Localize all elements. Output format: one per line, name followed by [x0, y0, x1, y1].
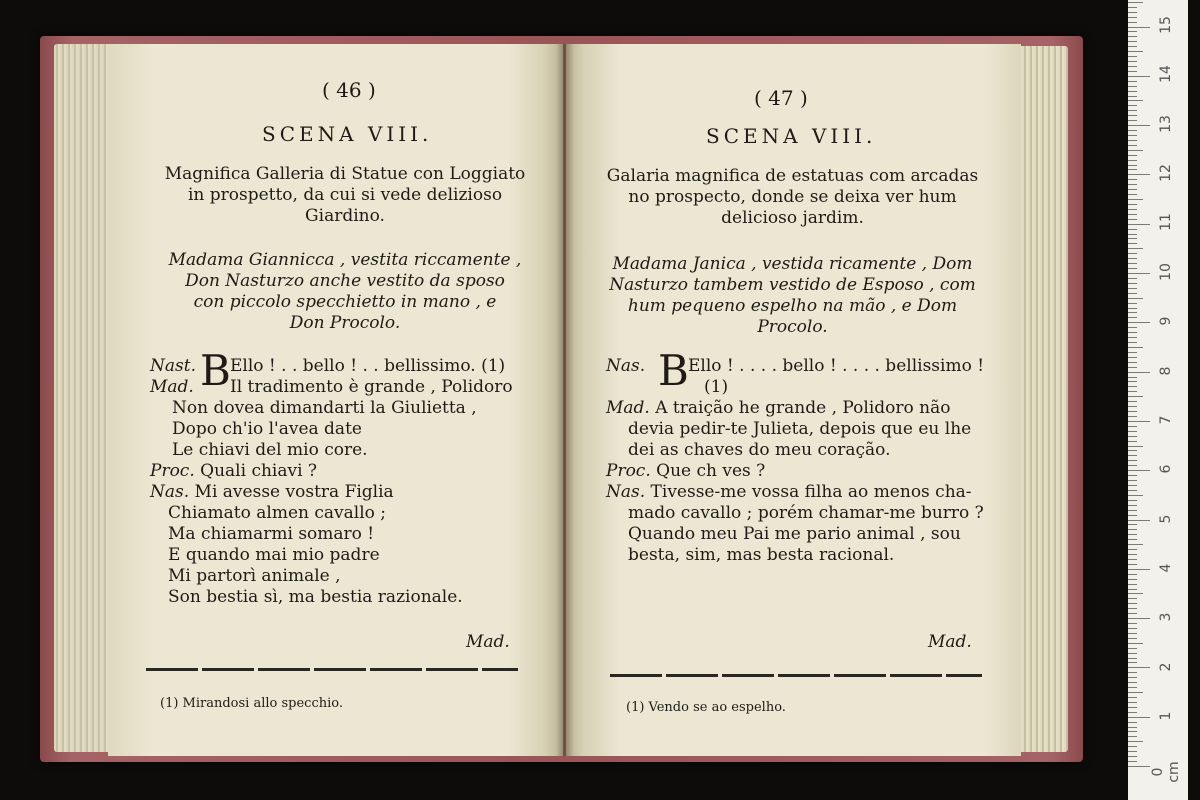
left-stage-line: Don Nasturzo anche vestito da sposo: [185, 271, 505, 291]
ruler-tick: [1128, 372, 1150, 373]
ruler-tick: [1128, 692, 1143, 693]
ruler-label: 12: [1158, 164, 1174, 182]
ruler-tick: [1128, 475, 1137, 476]
ruler-tick: [1128, 229, 1137, 230]
right-dialogue: [606, 346, 986, 566]
ruler-tick: [1128, 436, 1137, 437]
ruler-tick: [1128, 288, 1137, 289]
ruler-tick: [1128, 584, 1137, 585]
ruler-tick: [1128, 209, 1137, 210]
dialogue-line: [606, 461, 986, 482]
ruler-tick: [1128, 224, 1150, 225]
ruler-tick: [1128, 717, 1150, 718]
ruler-tick: [1128, 658, 1137, 659]
right-footnote: (1) Vendo se ao espelho.: [626, 700, 786, 715]
ruler-tick: [1128, 603, 1137, 604]
ruler-tick: [1128, 234, 1137, 235]
ruler-label: 6: [1158, 464, 1174, 474]
right-stage-direction: [600, 254, 985, 338]
ruler-tick: [1128, 386, 1137, 387]
ruler-tick: [1128, 327, 1137, 328]
left-catchword: Mad.: [466, 632, 510, 652]
ruler-tick: [1128, 549, 1137, 550]
dialogue-text: Il tradimento è grande , Polidoro: [230, 377, 513, 397]
ruler-tick: [1128, 687, 1137, 688]
ruler-tick: [1128, 559, 1137, 560]
left-setting: [150, 164, 540, 227]
ruler-tick: [1128, 515, 1137, 516]
speaker-label: Mad.: [150, 377, 194, 397]
ruler-tick: [1128, 741, 1143, 742]
ruler-tick: [1128, 130, 1137, 131]
dialogue-line: devia pedir-te Julieta, depois que eu lhe: [628, 419, 972, 439]
ruler-tick: [1128, 633, 1137, 634]
ruler-tick: [1128, 293, 1137, 294]
ruler-tick: [1128, 160, 1137, 161]
ruler-tick: [1128, 258, 1137, 259]
ruler-tick: [1128, 273, 1150, 274]
ruler-tick: [1128, 199, 1143, 200]
dialogue-line: Son bestia sì, ma bestia razionale.: [168, 587, 463, 607]
right-stage-line: Madama Janica , vestida ricamente , Dom: [612, 254, 973, 274]
dialogue-line: [150, 482, 540, 503]
ruler-tick: [1128, 589, 1137, 590]
ruler-label: 15: [1158, 16, 1174, 34]
ruler-label: 1: [1158, 711, 1174, 721]
ruler-tick: [1128, 184, 1137, 185]
speaker-label: Nas.: [606, 482, 646, 502]
ruler-tick: [1128, 61, 1137, 62]
ruler-tick: [1128, 312, 1137, 313]
ruler-tick: [1128, 253, 1137, 254]
ruler-tick: [1128, 347, 1143, 348]
ruler-tick: [1128, 441, 1137, 442]
dialogue-line: (1): [704, 377, 729, 397]
right-page-number: ( 47 ): [754, 86, 808, 110]
ruler-tick: [1128, 539, 1137, 540]
ruler-tick: [1128, 322, 1150, 323]
ruler-tick: [1128, 756, 1137, 757]
ruler-tick: [1128, 66, 1137, 67]
ruler-tick: [1128, 2, 1143, 3]
ruler-tick: [1128, 362, 1137, 363]
ruler-tick: [1128, 381, 1137, 382]
ruler-tick: [1128, 100, 1143, 101]
ruler-label: 0 cm: [1150, 761, 1182, 783]
left-scene-heading: SCENA VIII.: [262, 122, 433, 146]
dialogue-line: mado cavallo ; porém chamar-me burro ?: [628, 503, 984, 523]
ruler-tick: [1128, 298, 1143, 299]
ruler-tick: [1128, 465, 1137, 466]
ruler-label: 8: [1158, 366, 1174, 376]
ruler-tick: [1128, 248, 1143, 249]
dialogue-text: Mi avesse vostra Figlia: [194, 482, 394, 502]
ruler-tick: [1128, 391, 1137, 392]
right-scene-heading: SCENA VIII.: [706, 124, 877, 148]
ruler-tick: [1128, 608, 1137, 609]
ruler-tick: [1128, 179, 1137, 180]
right-stage-line: Nasturzo tambem vestido de Esposo , com: [609, 275, 976, 295]
speaker-label: Nas.: [606, 356, 646, 376]
ruler-tick: [1128, 377, 1137, 378]
ruler-tick: [1128, 81, 1137, 82]
ruler-tick: [1128, 41, 1137, 42]
right-stage-line: hum pequeno espelho na mão , e Dom: [627, 296, 958, 316]
left-stage-line: Don Procolo.: [289, 313, 401, 333]
ruler-tick: [1128, 31, 1137, 32]
dialogue-line: Mi partorì animale ,: [168, 566, 341, 586]
ruler-tick: [1128, 150, 1143, 151]
ruler-label: 3: [1158, 612, 1174, 622]
right-setting: [600, 166, 985, 229]
ruler-tick: [1128, 115, 1137, 116]
ruler-tick: [1128, 554, 1137, 555]
ruler-tick: [1128, 643, 1143, 644]
left-footnote: (1) Mirandosi allo specchio.: [160, 696, 343, 711]
dialogue-text: Quali chiavi ?: [200, 461, 318, 481]
dialogue-line: dei as chaves do meu coração.: [628, 440, 891, 460]
ruler-tick: [1128, 500, 1137, 501]
ruler-tick: [1128, 17, 1137, 18]
ruler-label: 4: [1158, 563, 1174, 573]
ruler-tick: [1128, 431, 1137, 432]
ruler-tick: [1128, 337, 1137, 338]
ruler-tick: [1128, 520, 1150, 521]
ruler-tick: [1128, 722, 1137, 723]
ruler-tick: [1128, 702, 1137, 703]
ruler-tick: [1128, 357, 1137, 358]
ruler-tick: [1128, 524, 1137, 525]
ruler-tick: [1128, 746, 1137, 747]
left-setting-line: Magnifica Galleria di Statue con Loggiato: [164, 164, 526, 184]
ruler-tick: [1128, 736, 1137, 737]
right-footnote-rule: [610, 674, 982, 677]
ruler-label: 14: [1158, 65, 1174, 83]
ruler-tick: [1128, 332, 1137, 333]
ruler-label: 2: [1158, 662, 1174, 672]
ruler-tick: [1128, 214, 1137, 215]
dialogue-line: Quando meu Pai me pario animal , sou: [628, 524, 961, 544]
dialogue-text: A traição he grande , Polidoro não: [655, 398, 951, 418]
ruler-tick: [1128, 401, 1137, 402]
ruler-tick: [1128, 593, 1143, 594]
dialogue-line: besta, sim, mas besta racional.: [628, 545, 895, 565]
ruler-tick: [1128, 574, 1137, 575]
ruler-tick: [1128, 579, 1137, 580]
ruler-tick: [1128, 194, 1137, 195]
ruler-tick: [1128, 303, 1137, 304]
ruler-label: 13: [1158, 115, 1174, 133]
dialogue-line: [150, 377, 540, 398]
speaker-label: Proc.: [606, 461, 651, 481]
ruler-tick: [1128, 628, 1137, 629]
drop-cap: B: [658, 346, 689, 395]
ruler-label: 9: [1158, 316, 1174, 326]
ruler-tick: [1128, 460, 1137, 461]
ruler-tick: [1128, 76, 1150, 77]
ruler-tick: [1128, 534, 1137, 535]
right-setting-line: no prospecto, donde se deixa ver hum: [628, 187, 957, 207]
ruler-tick: [1128, 22, 1137, 23]
dialogue-line: Chiamato almen cavallo ;: [168, 503, 386, 523]
ruler-tick: [1128, 672, 1137, 673]
ruler-tick: [1128, 46, 1137, 47]
dialogue-line: [606, 482, 986, 503]
ruler-tick: [1128, 71, 1137, 72]
ruler-tick: [1128, 238, 1137, 239]
dialogue-line: Dopo ch'io l'avea date: [172, 419, 362, 439]
left-setting-line: Giardino.: [305, 206, 385, 226]
ruler-tick: [1128, 145, 1137, 146]
dialogue-line: E quando mai mio padre: [168, 545, 380, 565]
ruler-tick: [1128, 308, 1137, 309]
ruler-tick: [1128, 648, 1137, 649]
ruler-tick: [1128, 490, 1137, 491]
ruler-tick: [1128, 268, 1137, 269]
ruler-tick: [1128, 677, 1137, 678]
ruler-tick: [1128, 682, 1137, 683]
ruler-tick: [1128, 544, 1143, 545]
left-stage-line: con piccolo specchietto in mano , e: [193, 292, 497, 312]
ruler-tick: [1128, 317, 1137, 318]
ruler-tick: [1128, 727, 1137, 728]
left-dialogue: [150, 346, 540, 608]
right-catchword: Mad.: [928, 632, 972, 652]
ruler-label: 7: [1158, 415, 1174, 425]
right-setting-line: Galaria magnifica de estatuas com arcadas: [606, 166, 979, 186]
ruler-tick: [1128, 169, 1137, 170]
ruler-tick: [1128, 411, 1137, 412]
ruler-tick: [1128, 91, 1137, 92]
ruler-tick: [1128, 731, 1137, 732]
dialogue-line: [606, 398, 986, 419]
left-setting-line: in prospetto, da cui si vede delizioso: [187, 185, 503, 205]
ruler-label: 10: [1158, 263, 1174, 281]
ruler-tick: [1128, 342, 1137, 343]
ruler-tick: [1128, 27, 1150, 28]
ruler-tick: [1128, 569, 1150, 570]
ruler-tick: [1128, 455, 1137, 456]
left-stage-direction: [150, 250, 540, 334]
ruler-tick: [1128, 564, 1137, 565]
ruler-label: 5: [1158, 514, 1174, 524]
ruler-tick: [1128, 278, 1137, 279]
ruler-tick: [1128, 697, 1137, 698]
ruler-tick: [1128, 36, 1137, 37]
speaker-label: Nast.: [150, 356, 196, 376]
ruler-tick: [1128, 450, 1137, 451]
ruler-tick: [1128, 283, 1137, 284]
ruler-tick: [1128, 505, 1137, 506]
ruler-tick: [1128, 470, 1150, 471]
ruler-tick: [1128, 51, 1143, 52]
ruler-tick: [1128, 352, 1137, 353]
dialogue-line: Le chiavi del mio core.: [172, 440, 368, 460]
ruler-label: 11: [1158, 213, 1174, 231]
right-stage-line: Procolo.: [757, 317, 828, 337]
ruler-tick: [1128, 480, 1137, 481]
ruler-tick: [1128, 110, 1137, 111]
ruler-tick: [1128, 367, 1137, 368]
ruler-tick: [1128, 86, 1137, 87]
ruler-tick: [1128, 396, 1143, 397]
ruler-tick: [1128, 243, 1137, 244]
ruler-tick: [1128, 56, 1137, 57]
ruler-tick: [1128, 426, 1137, 427]
ruler-tick: [1128, 667, 1150, 668]
left-stage-line: Madama Giannicca , vestita riccamente ,: [168, 250, 522, 270]
ruler-tick: [1128, 406, 1137, 407]
ruler-tick: [1128, 105, 1137, 106]
ruler-tick: [1128, 140, 1137, 141]
left-footnote-rule: [146, 668, 518, 671]
ruler-tick: [1128, 613, 1137, 614]
dialogue-text: Ello ! . . . . bello ! . . . . bellissimo !: [688, 356, 985, 376]
ruler-tick: [1128, 761, 1137, 762]
ruler-tick: [1128, 263, 1137, 264]
ruler-tick: [1128, 12, 1137, 13]
dialogue-line: Non dovea dimandarti la Giulietta ,: [172, 398, 477, 418]
ruler-tick: [1128, 618, 1150, 619]
ruler-tick: [1128, 529, 1137, 530]
dialogue-text: Ello ! . . bello ! . . bellissimo. (1): [230, 356, 506, 376]
ruler-tick: [1128, 155, 1137, 156]
dialogue-line: [606, 346, 986, 395]
ruler-tick: [1128, 125, 1150, 126]
dialogue-text: Que ch ves ?: [656, 461, 766, 481]
dialogue-line: [150, 461, 540, 482]
speaker-label: Mad.: [606, 398, 650, 418]
ruler-tick: [1128, 495, 1143, 496]
ruler-tick: [1128, 510, 1137, 511]
measurement-ruler: [1128, 0, 1188, 800]
ruler-tick: [1128, 653, 1137, 654]
ruler-tick: [1128, 712, 1137, 713]
ruler-tick: [1128, 189, 1137, 190]
ruler-tick: [1128, 446, 1143, 447]
ruler-tick: [1128, 598, 1137, 599]
drop-cap: B: [200, 346, 231, 395]
left-page-number: ( 46 ): [322, 78, 376, 102]
ruler-tick: [1128, 135, 1137, 136]
ruler-tick: [1128, 219, 1137, 220]
ruler-tick: [1128, 204, 1137, 205]
ruler-tick: [1128, 120, 1137, 121]
ruler-tick: [1128, 165, 1137, 166]
ruler-tick: [1128, 751, 1137, 752]
dialogue-text: Tivesse-me vossa filha ao menos cha-: [650, 482, 972, 502]
speaker-label: Nas.: [150, 482, 190, 502]
ruler-tick: [1128, 96, 1137, 97]
ruler-tick: [1128, 421, 1150, 422]
ruler-tick: [1128, 623, 1137, 624]
ruler-tick: [1128, 485, 1137, 486]
ruler-tick: [1128, 416, 1137, 417]
ruler-tick: [1128, 638, 1137, 639]
ruler-tick: [1128, 707, 1137, 708]
ruler-tick: [1128, 662, 1137, 663]
right-setting-line: delicioso jardim.: [721, 208, 864, 228]
ruler-tick: [1128, 766, 1150, 767]
speaker-label: Proc.: [150, 461, 195, 481]
book-gutter: [556, 44, 574, 756]
dialogue-line: Ma chiamarmi somaro !: [168, 524, 375, 544]
ruler-tick: [1128, 7, 1137, 8]
ruler-tick: [1128, 174, 1150, 175]
